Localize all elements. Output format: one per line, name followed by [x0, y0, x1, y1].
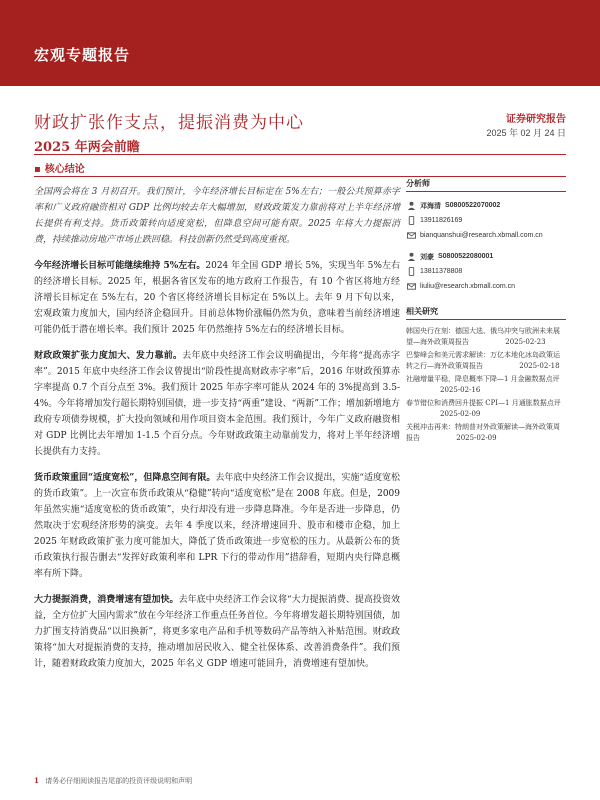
phone-icon	[406, 216, 416, 226]
body-paragraph	[34, 258, 400, 338]
report-category: 宏观专题报告	[34, 46, 131, 64]
analyst-phone: 13911826169	[420, 217, 463, 224]
analysts-heading: 分析师	[406, 178, 566, 192]
title-divider	[34, 154, 566, 155]
related-date: 2025-02-09	[456, 434, 497, 442]
disclaimer-text: 请务必仔细阅读报告尾部的投资评级说明和声明	[45, 777, 193, 785]
paragraph-lead: 大力提振消费，消费增速有望加快。	[34, 595, 179, 605]
body-paragraph	[34, 592, 400, 672]
related-date: 2025-02-16	[440, 386, 481, 394]
related-item[interactable]	[406, 422, 566, 444]
page-footer	[34, 776, 192, 786]
email-icon	[406, 282, 416, 292]
page-number: 1	[34, 776, 39, 785]
person-icon	[406, 252, 416, 262]
related-title[interactable]: 春节错位和消费回升提振 CPI—1 月通胀数据点评	[406, 399, 561, 407]
email-icon	[406, 231, 416, 241]
related-title[interactable]: 巴黎峰会和美元需求解读：万亿本地化冰岛政策运转之行—海外政策周报告	[406, 351, 560, 370]
analyst-phone: 13811378808	[420, 268, 463, 275]
section-divider	[34, 176, 566, 177]
related-date: 2025-02-23	[505, 338, 546, 346]
body-paragraph	[34, 348, 400, 460]
sidebar	[406, 178, 566, 446]
related-item[interactable]	[406, 326, 566, 348]
related-title[interactable]: 社融增量平稳，降息概率下降—1 月金融数据点评	[406, 375, 560, 383]
paragraph-text: 2024 年全国 GDP 增长 5%，实现当年 5%左右的经济增长目标。2025 年，根据各省区发布的地方政府工作报告，有 10 个省区将地方经济增长目标定在 5%左右，20 个省区将经济增长目标定在 5%以上。去年 9 月下旬以来，宏观政策力度加大，国内经济企稳回升。目前总体物价涨幅仍然为负，意味着当前经济增速可能仍低于潜在增长率。我们预计 2025 年仍然维持 5%左右的经济增长目标。	[34, 261, 400, 335]
analyst-license: S0800522070002	[445, 202, 501, 209]
paragraph-text: 去年底中央经济工作会议提出，实施“适度宽松的货币政策”。上一次宣布货币政策从“稳健”转向“适度宽松”是在 2008 年底。但是，2009 年虽然实施“适度宽松的货币政策”，央行却没有进一步降息降准。今年是否进一步降息，仍然取决于宏观经济形势的演变。去年 4 季度以来，经济增速回升、股市和楼市企稳，加上 2025 年财政政策扩张力度可能加大，降低了货币政策进一步宽松的压力。从最新公布的货币政策执行报告删去“发挥好政策利率和 LPR 下行的带动作用”措辞看，短期内央行降息概率有所下降。	[34, 473, 400, 579]
paragraph-text: 去年底中央经济工作会议明确提出，今年将“提高赤字率”。2015 年底中央经济工作会议曾提出“阶段性提高财政赤字率”后，2016 年财政预算赤字率提高 0.7 个百分点至 3%。我们预计 2025 年赤字率可能从 2024 年的 3%提高到 3.5-4%。今年将增加发行超长期特别国债，进一步支持“两重”建设、“两新”工作；增加新增地方政府专项债券规模，扩大投向领域和用作项目资本金范围。我们预计，今年广义政府融资相对 GDP 比例比去年增加 1-1.5 个百分点。今年财政政策主动靠前发力，将对上半年经济增长提供有力支持。	[34, 351, 400, 457]
related-item[interactable]	[406, 398, 566, 420]
paragraph-lead: 货币政策重回“适度宽松”，但降息空间有限。	[34, 473, 216, 483]
paragraph-text: 去年底中央经济工作会议将“大力提振消费、提高投资效益，全方位扩大国内需求”放在今年经济工作重点任务首位。今年将增发超长期特别国债，加力扩围支持消费品“以旧换新”，将更多家电产品和手机等数码产品等纳入补贴范围。财政政策将“加大对提振消费的支持，推动增加居民收入、健全社保体系、改善消费条件”。我们预计，随着财政政策力度加大，2025 年名义 GDP 增速可能回升，消费增速有望加快。	[34, 595, 400, 669]
paragraph-lead: 财政政策扩张力度加大、发力靠前。	[34, 351, 183, 361]
related-heading: 相关研究	[406, 306, 566, 320]
related-title[interactable]: 韩国央行在刻：德国大选、俄乌冲突与欧洲未来展望—海外政策周报告	[406, 327, 560, 346]
analyst-card	[406, 198, 566, 243]
analyst-name: 刘豪	[420, 252, 434, 261]
person-icon	[406, 201, 416, 211]
analyst-email[interactable]: bianquanshui@research.xbmall.com.cn	[420, 232, 543, 239]
related-date: 2025-02-09	[440, 410, 481, 418]
paragraph-lead: 今年经济增长目标可能继续维持 5%左右。	[34, 261, 206, 271]
header-banner	[0, 0, 600, 86]
main-content	[34, 184, 400, 682]
analyst-license: S0800522080001	[438, 253, 494, 260]
analyst-card	[406, 249, 566, 294]
report-subtitle: 2025 年两会前瞻	[34, 140, 140, 155]
related-date: 2025-02-18	[519, 362, 560, 370]
analyst-name: 邓海清	[420, 201, 441, 210]
report-type: 证券研究报告	[506, 114, 566, 125]
related-research	[406, 306, 566, 444]
core-conclusion-label: ▪ 核心结论	[34, 160, 85, 175]
related-title[interactable]: 关税冲击再来：特朗普对外政策解读—海外政策周报告	[406, 423, 560, 442]
related-item[interactable]	[406, 350, 566, 372]
related-item[interactable]	[406, 374, 566, 396]
report-title: 财政扩张作支点，提振消费为中心	[34, 113, 304, 133]
report-date: 2025 年 02 月 24 日	[486, 128, 566, 138]
body-paragraph	[34, 470, 400, 582]
analyst-email[interactable]: liuliu@research.xbmall.com.cn	[420, 283, 516, 290]
phone-icon	[406, 267, 416, 277]
summary-paragraph: 全国两会将在 3 月初召开。我们预计，今年经济增长目标定在 5%左右；一般公共预算赤字率和广义政府融资相对 GDP 比例均较去年大幅增加，财政政策发力靠前将对上半年经济增长提供有利支持。货币政策转向适度宽松，但降息空间可能有限。2025 年将大力提振消费，持续推动房地产市场止跌回稳。科技创新仍然受到高度重视。	[34, 187, 400, 245]
